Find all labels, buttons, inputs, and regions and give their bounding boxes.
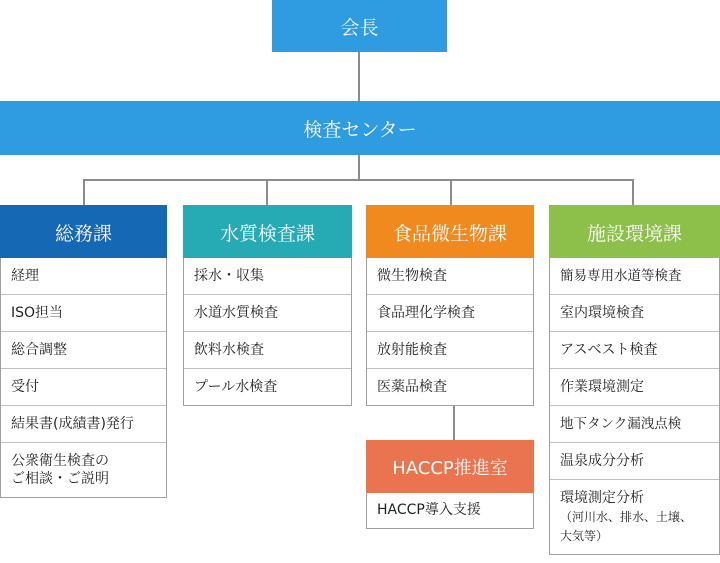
haccp-office-list — [366, 492, 534, 529]
connector-drop-3 — [450, 179, 452, 205]
list-item: 受付 — [1, 369, 166, 406]
connector-drop-1 — [83, 179, 85, 205]
list-item — [550, 480, 719, 554]
list-item: 飲料水検査 — [184, 332, 351, 369]
list-item-note: （河川水、排水、土壌、 — [560, 510, 693, 524]
list-item-line: ご相談・ご説明 — [11, 471, 109, 487]
list-item: 放射能検査 — [367, 332, 533, 369]
list-item-line: 環境測定分析 — [560, 490, 644, 506]
list-item: 温泉成分分析 — [550, 443, 719, 480]
list-item: 経理 — [1, 258, 166, 295]
list-item: プール水検査 — [194, 379, 278, 395]
dept-food-micro-header: 食品微生物課 — [366, 205, 534, 260]
connector-drop-2 — [266, 179, 268, 205]
dept-water-quality-list — [183, 258, 352, 406]
list-item: 総合調整 — [1, 332, 166, 369]
dept-water-quality-header: 水質検査課 — [183, 205, 352, 260]
dept-general-affairs-header: 総務課 — [0, 205, 167, 260]
list-item: 微生物検査 — [367, 258, 533, 295]
connector-drop-4 — [632, 179, 634, 205]
connector-horizontal — [83, 179, 634, 181]
connector-center-trunk — [358, 155, 360, 180]
list-item-line: 公衆衛生検査の — [11, 453, 109, 469]
list-item: 作業環境測定 — [550, 369, 719, 406]
list-item: 結果書(成績書)発行 — [1, 406, 166, 443]
list-item: 室内環境検査 — [550, 295, 719, 332]
list-item — [1, 443, 166, 497]
list-item: 食品理化学検査 — [367, 295, 533, 332]
list-item: 医薬品検査 — [377, 379, 447, 395]
list-item: 地下タンク漏洩点検 — [550, 406, 719, 443]
haccp-office-header: HACCP推進室 — [366, 440, 534, 493]
list-item: 簡易専用水道等検査 — [550, 258, 719, 295]
inspection-center-box: 検査センター — [0, 101, 720, 155]
list-item: アスベスト検査 — [550, 332, 719, 369]
list-item: 水道水質検査 — [184, 295, 351, 332]
connector-president-center — [358, 52, 360, 101]
list-item: 採水・収集 — [184, 258, 351, 295]
president-box: 会長 — [272, 0, 447, 52]
list-item-note: 大気等） — [560, 529, 609, 543]
list-item: HACCP導入支援 — [377, 502, 481, 518]
dept-general-affairs-list — [0, 258, 167, 498]
dept-facility-env-header: 施設環境課 — [549, 205, 720, 260]
list-item: ISO担当 — [1, 295, 166, 332]
dept-facility-env-list — [549, 258, 720, 555]
connector-haccp — [453, 404, 455, 440]
dept-food-micro-list — [366, 258, 534, 406]
